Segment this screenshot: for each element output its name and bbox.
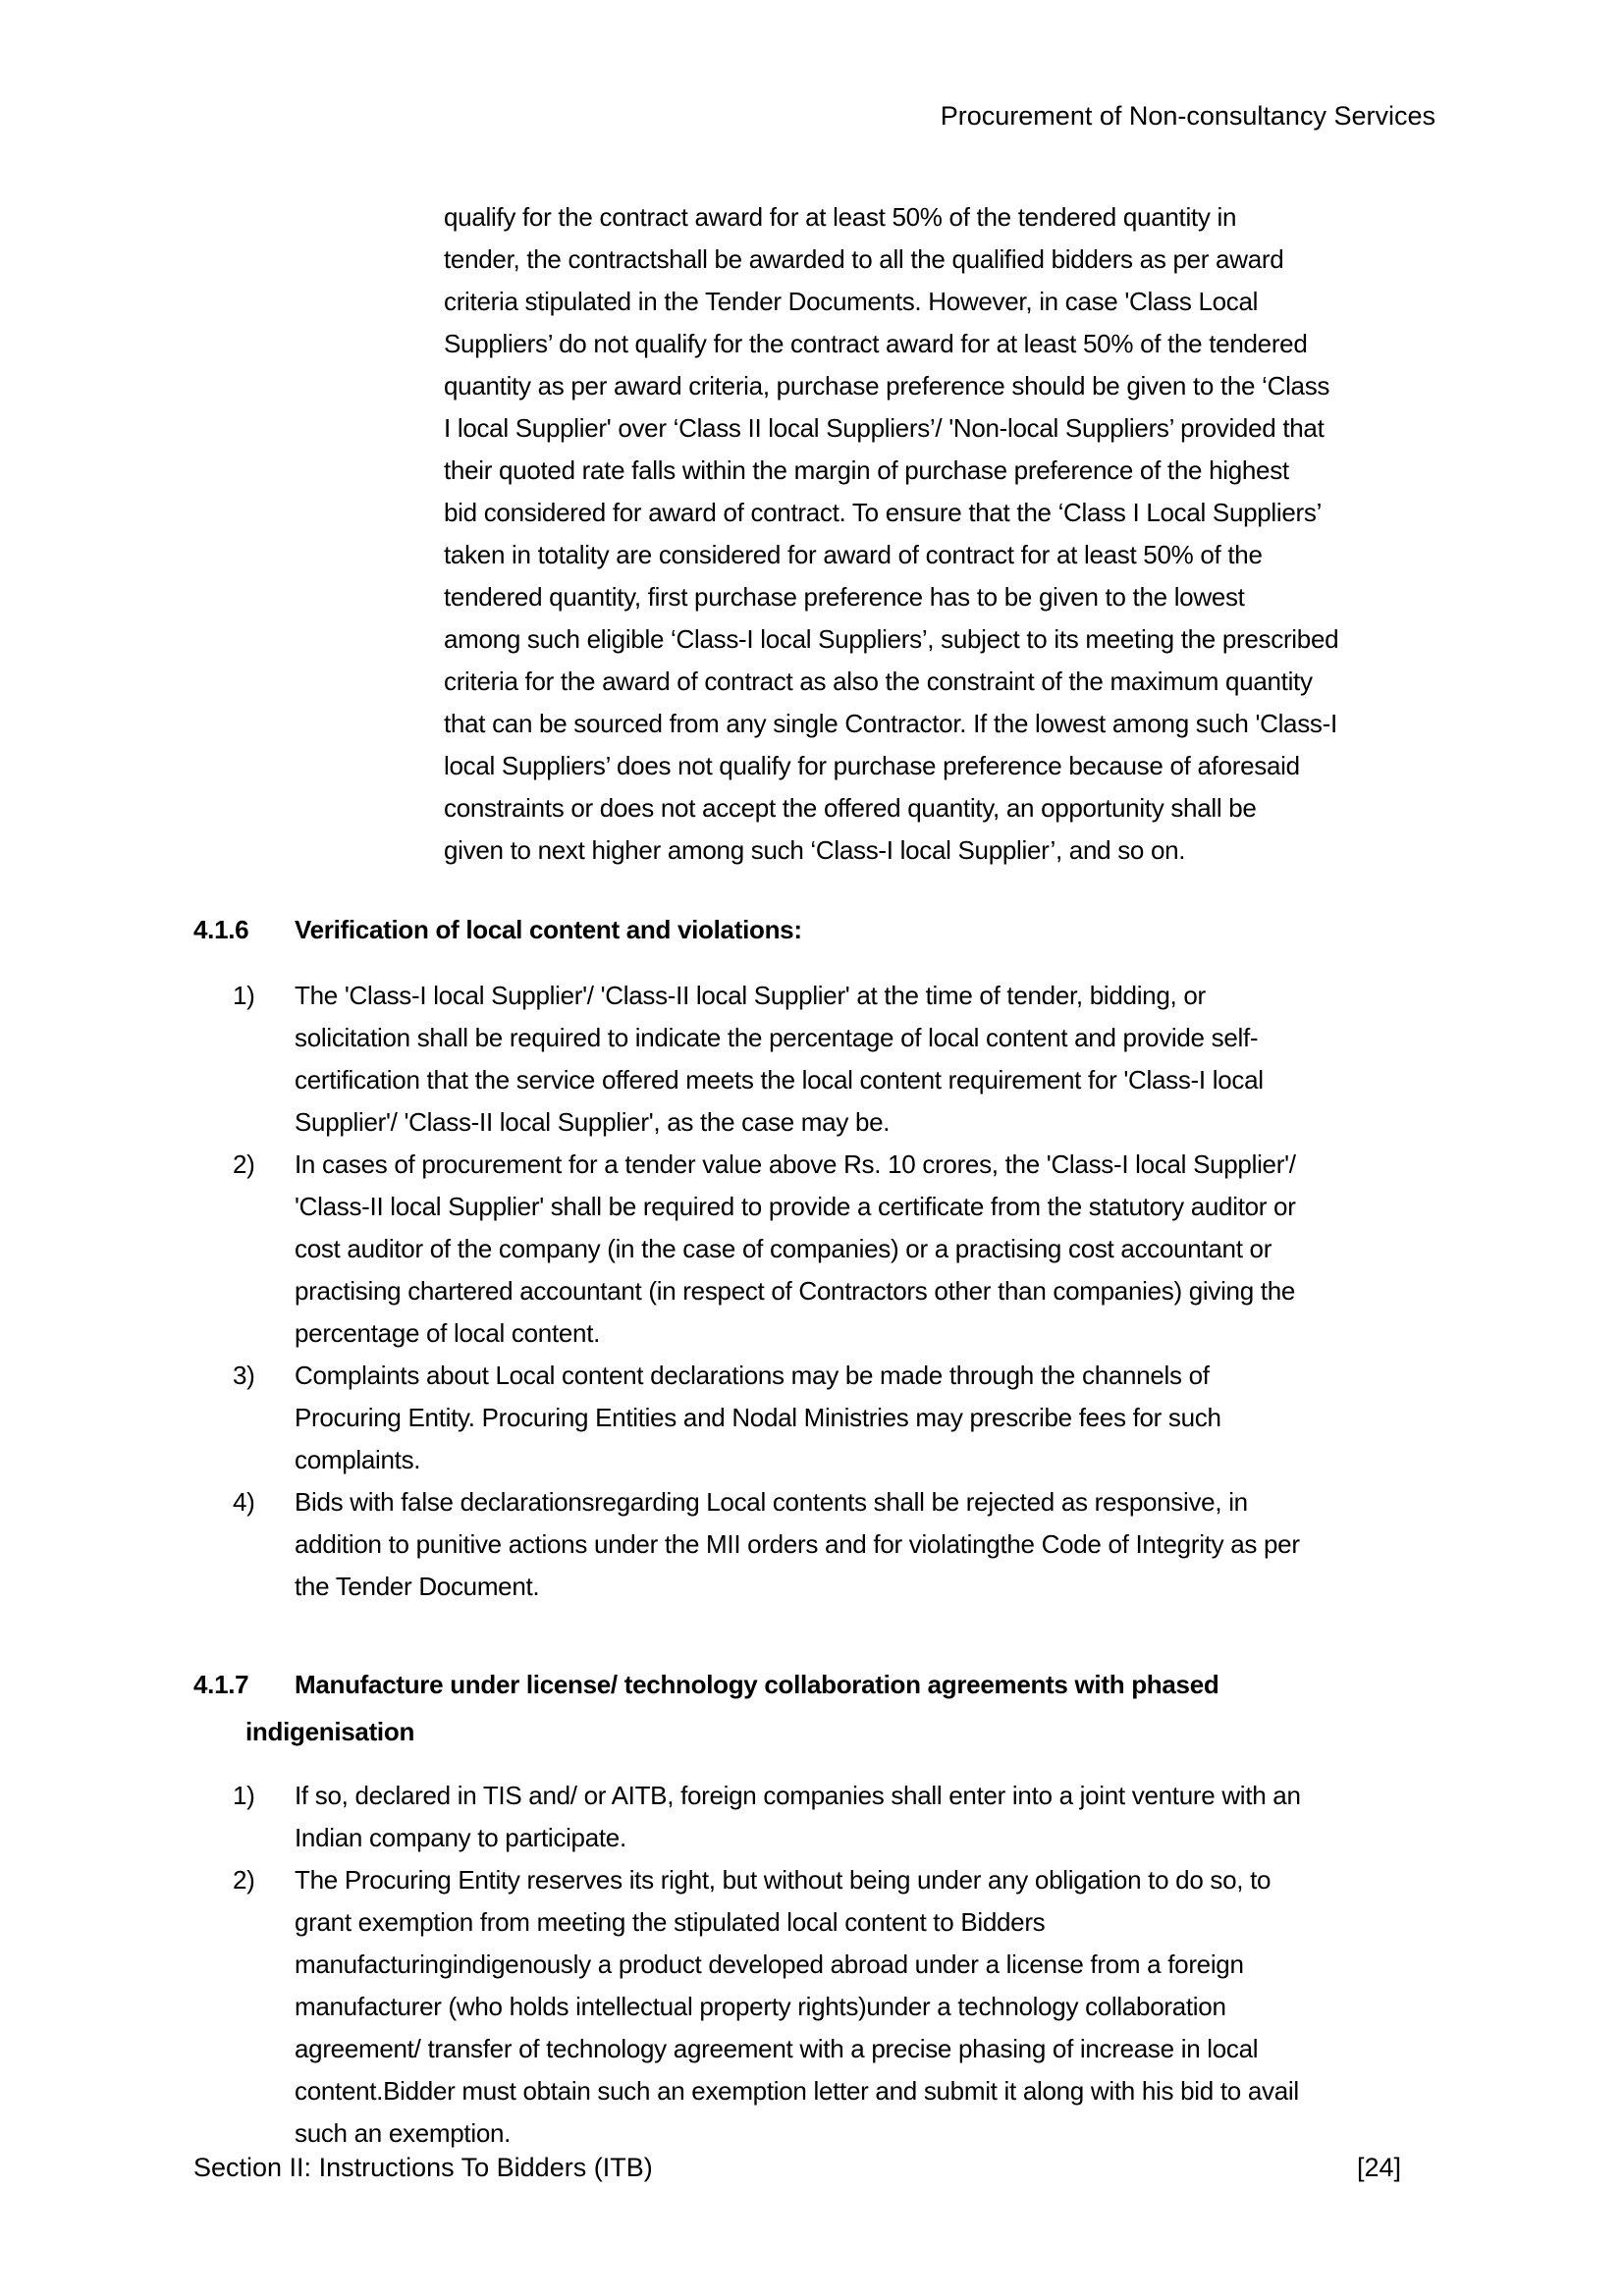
list-item-text: The 'Class-I local Supplier'/ 'Class-II local Supplier' at the time of tender, bidding, or solicitation shall be required to indicate the percentage of local content and provide self- certification that the service offered meets the local content requirement for 'Class-I local Supplier'/ 'Class-II local Supplier', as the case may be. [295, 981, 1264, 1137]
section-4-1-7-heading [193, 1664, 1218, 1706]
list-item-text: Complaints about Local content declarations may be made through the channels of Procuring Entity. Procuring Entities and Nodal Ministries may prescribe fees for such complaints. [295, 1361, 1221, 1474]
intro-paragraph: qualify for the contract award for at least 50% of the tendered quantity in tender, the contractshall be awarded to all the qualified bidders as per award criteria stipulated in the Tender Documents. However, in case 'Class Local Suppliers’ do not qualify for the contract award for at least 50% of the tendered quantity as per award criteria, purchase preference should be given to the ‘Class I local Supplier' over ‘Class II local Suppliers’/ 'Non-local Suppliers’ provided that their quoted rate falls within the margin of purchase preference of the highest bid considered for award of contract. To ensure that the ‘Class I Local Suppliers’ taken in totality are considered for award of contract for at least 50% of the tendered quantity, first purchase preference has to be given to the lowest among such eligible ‘Class-I local Suppliers’, subject to its meeting the prescribed criteria for the award of contract as also the constraint of the maximum quantity that can be sourced from any single Contractor. If the lowest among such 'Class-I local Suppliers’ does not qualify for purchase preference because of aforesaid constraints or does not accept the offered quantity, an opportunity shall be given to next higher among such ‘Class-I local Supplier’, and so on. [444, 202, 1339, 865]
list-item-number: 2) [233, 1865, 255, 1895]
list-item-number: 2) [233, 1149, 255, 1179]
section-4-1-7-number: 4.1.7 [193, 1670, 249, 1699]
section-4-1-6-title: Verification of local content and violations: [295, 915, 802, 944]
list-item [233, 1481, 1300, 1608]
footer-section-label: Section II: Instructions To Bidders (ITB) [193, 2153, 653, 2182]
list-item-text: The Procuring Entity reserves its right, but without being under any obligation to do so, to grant exemption from meeting the stipulated local content to Bidders manufacturingindigenously a product developed abroad under a license from a foreign manufacturer (who holds intellectual property rights)under a technology collaboration agreement/ transfer of technology agreement with a precise phasing of increase in local content.Bidder must obtain such an exemption letter and submit it along with his bid to avail such an exemption. [295, 1865, 1299, 2148]
list-item [233, 1775, 1301, 1859]
list-item-number: 1) [233, 1781, 255, 1810]
list-item-text: In cases of procurement for a tender value above Rs. 10 crores, the 'Class-I local Supplier'/ 'Class-II local Supplier' shall be required to provide a certificate from the statutory auditor or cost auditor of the company (in the case of companies) or a practising cost accountant or practising chartered accountant (in respect of Contractors other than companies) giving the percentage of local content. [295, 1149, 1296, 1348]
section-4-1-7-title-line2: indigenisation [245, 1717, 415, 1746]
page-header: Procurement of Non-consultancy Services [940, 101, 1435, 131]
section-4-1-7-title-line1: Manufacture under license/ technology collaboration agreements with phased [295, 1670, 1219, 1699]
page-number: [24] [1356, 2153, 1401, 2182]
section-4-1-6-heading [193, 909, 802, 951]
list-item-number: 3) [233, 1361, 255, 1390]
list-item-text: Bids with false declarationsregarding Local contents shall be rejected as responsive, in addition to punitive actions under the MII orders and for violatingthe Code of Integrity as per the Tender Document. [295, 1487, 1300, 1601]
list-item [233, 1144, 1296, 1355]
list-item-number: 1) [233, 981, 255, 1010]
list-item-text: If so, declared in TIS and/ or AITB, foreign companies shall enter into a joint venture with an Indian company to participate. [295, 1781, 1301, 1852]
list-item [233, 1355, 1221, 1481]
list-item [233, 975, 1264, 1144]
page-footer [193, 2150, 1401, 2185]
list-item-number: 4) [233, 1487, 255, 1517]
section-4-1-6-number: 4.1.6 [193, 915, 249, 944]
list-item [233, 1859, 1299, 2155]
